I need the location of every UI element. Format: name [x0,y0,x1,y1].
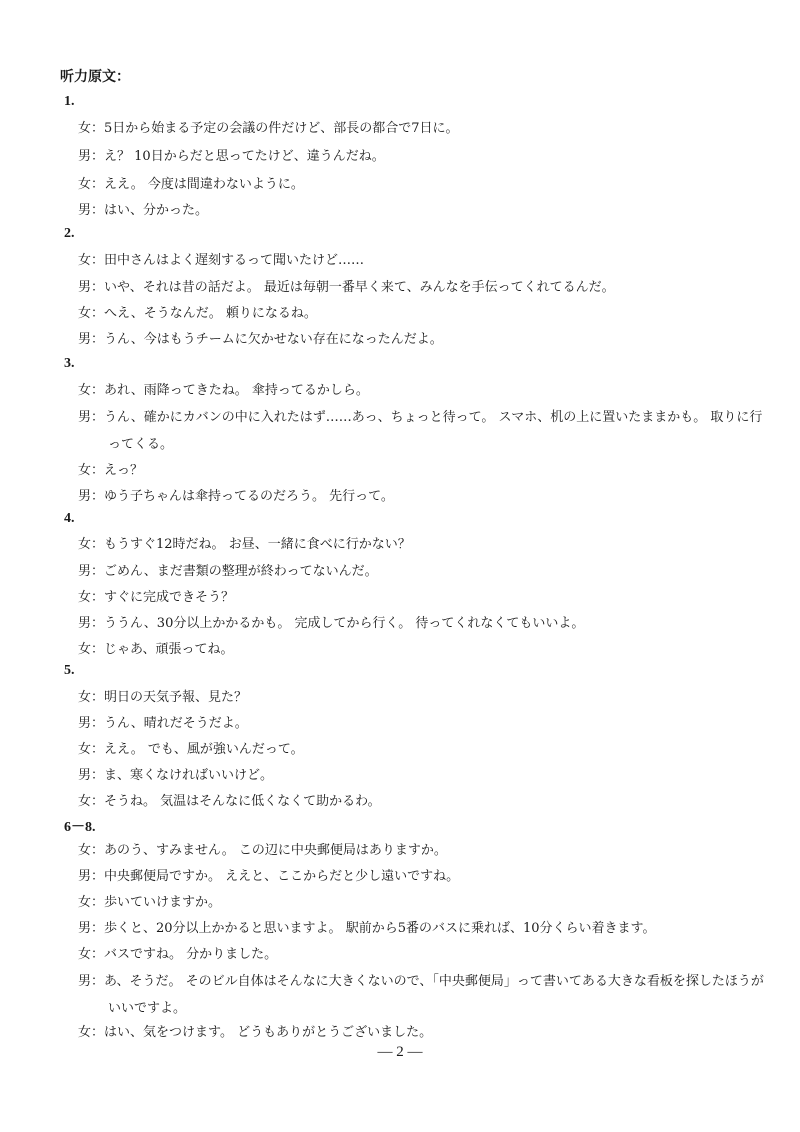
dialogue-text: ゆう子ちゃんは傘持ってるのだろう。 先行って。 [104,489,394,504]
speaker-label: 女： [78,121,105,136]
dialogue-line [78,611,768,636]
dialogue-text: バスですね。 分かりました。 [104,947,278,962]
page-heading: 听力原文： [60,69,130,85]
dialogue-text: あれ、雨降ってきたね。 傘持ってるかしら。 [104,383,369,398]
speaker-label: 男： [78,616,105,631]
dialogue-line [78,559,768,584]
speaker-label: 女： [78,742,105,757]
dialogue-line [78,116,768,141]
speaker-label: 女： [78,253,105,268]
dialogue-line [78,711,768,736]
speaker-label: 男： [78,974,105,989]
dialogue-line [78,864,768,889]
speaker-label: 男： [78,716,105,731]
dialogue-line [78,763,768,788]
speaker-label: 女： [78,306,105,321]
speaker-label: 女： [78,590,105,605]
speaker-label: 女： [78,1025,105,1040]
dialogue-line [78,1020,768,1045]
speaker-label: 男： [78,149,105,164]
dialogue-line [78,737,768,762]
dialogue-text: 歩いていけますか。 [104,895,222,910]
question-number: 4. [64,511,75,526]
dialogue-line [78,968,768,1022]
dialogue-line [78,275,768,300]
page-number: — 2 — [377,1044,423,1060]
speaker-label: 女： [78,537,105,552]
speaker-label: 女： [78,843,105,858]
question-number: 3. [64,356,75,371]
dialogue-line [78,301,768,326]
dialogue-line [78,327,768,352]
dialogue-text: え？ 10日からだと思ってたけど、違うんだね。 [104,149,385,164]
dialogue-text: いや、それは昔の話だよ。 最近は毎朝一番早く来て、みんなを手伝ってくれてるんだ。 [104,280,615,295]
dialogue-text: うん、確かにカバンの中に入れたはず……あっ、ちょっと待って。 スマホ、机の上に置いたままかも。 取りに行ってくる。 [104,410,763,452]
dialogue-line [78,484,768,509]
dialogue-line [78,637,768,662]
dialogue-text: はい、分かった。 [104,203,209,218]
question-number: 2. [64,226,75,241]
dialogue-line [78,532,768,557]
dialogue-text: すぐに完成できそう？ [104,590,235,605]
dialogue-line [78,458,768,483]
dialogue-line [78,404,768,458]
dialogue-line [78,144,768,169]
speaker-label: 女： [78,463,105,478]
question-number: 1. [64,94,75,109]
speaker-label: 男： [78,564,105,579]
speaker-label: 男： [78,332,105,347]
speaker-label: 男： [78,768,105,783]
speaker-label: 女： [78,895,105,910]
dialogue-line [78,198,768,223]
dialogue-text: うん、今はもうチームに欠かせない存在になったんだよ。 [104,332,443,347]
speaker-label: 男： [78,921,105,936]
dialogue-line [78,789,768,814]
dialogue-line [78,942,768,967]
speaker-label: 女： [78,383,105,398]
question-number: 5. [64,663,75,678]
dialogue-line [78,838,768,863]
dialogue-text: もうすぐ12時だね。 お昼、一緒に食べに行かない？ [104,537,411,552]
dialogue-text: あのう、すみません。 この辺に中央郵便局はありますか。 [104,843,447,858]
speaker-label: 男： [78,410,105,425]
dialogue-text: はい、気をつけます。 どうもありがとうございました。 [104,1025,433,1040]
dialogue-text: ま、寒くなければいいけど。 [104,768,274,783]
dialogue-line [78,685,768,710]
dialogue-text: そうね。 気温はそんなに低くなくて助かるわ。 [104,794,381,809]
dialogue-text: うん、晴れだそうだよ。 [104,716,248,731]
question-number: 6－8. [64,820,96,835]
dialogue-text: 5日から始まる予定の会議の件だけど、部長の都合で7日に。 [104,121,459,136]
speaker-label: 女： [78,794,105,809]
speaker-label: 女： [78,642,105,657]
dialogue-text: ううん、30分以上かかるかも。 完成してから行く。 待ってくれなくてもいいよ。 [104,616,585,631]
speaker-label: 女： [78,177,105,192]
dialogue-text: 歩くと、20分以上かかると思いますよ。 駅前から5番のバスに乗れば、10分くらい着きます。 [104,921,656,936]
dialogue-text: あ、そうだ。 そのビル自体はそんなに大きくないので、「中央郵便局」って書いてある大きな看板を探したほうがいいですよ。 [104,974,764,1016]
speaker-label: 女： [78,690,105,705]
dialogue-text: ごめん、まだ書類の整理が終わってないんだ。 [104,564,378,579]
dialogue-text: 田中さんはよく遅刻するって聞いたけど…… [104,253,365,268]
dialogue-text: ええ。 でも、風が強いんだって。 [104,742,304,757]
dialogue-text: 明日の天気予報、見た？ [104,690,248,705]
dialogue-text: えっ？ [104,463,144,478]
dialogue-line [78,585,768,610]
dialogue-text: 中央郵便局ですか。 ええと、ここからだと少し遠いですね。 [104,869,460,884]
dialogue-text: へえ、そうなんだ。 頼りになるね。 [104,306,317,321]
dialogue-line [78,378,768,403]
speaker-label: 男： [78,203,105,218]
speaker-label: 男： [78,869,105,884]
dialogue-line [78,916,768,941]
speaker-label: 男： [78,489,105,504]
dialogue-line [78,248,768,273]
dialogue-text: じゃあ、頑張ってね。 [104,642,234,657]
dialogue-line [78,172,768,197]
speaker-label: 女： [78,947,105,962]
speaker-label: 男： [78,280,105,295]
dialogue-text: ええ。 今度は間違わないように。 [104,177,304,192]
dialogue-line [78,890,768,915]
